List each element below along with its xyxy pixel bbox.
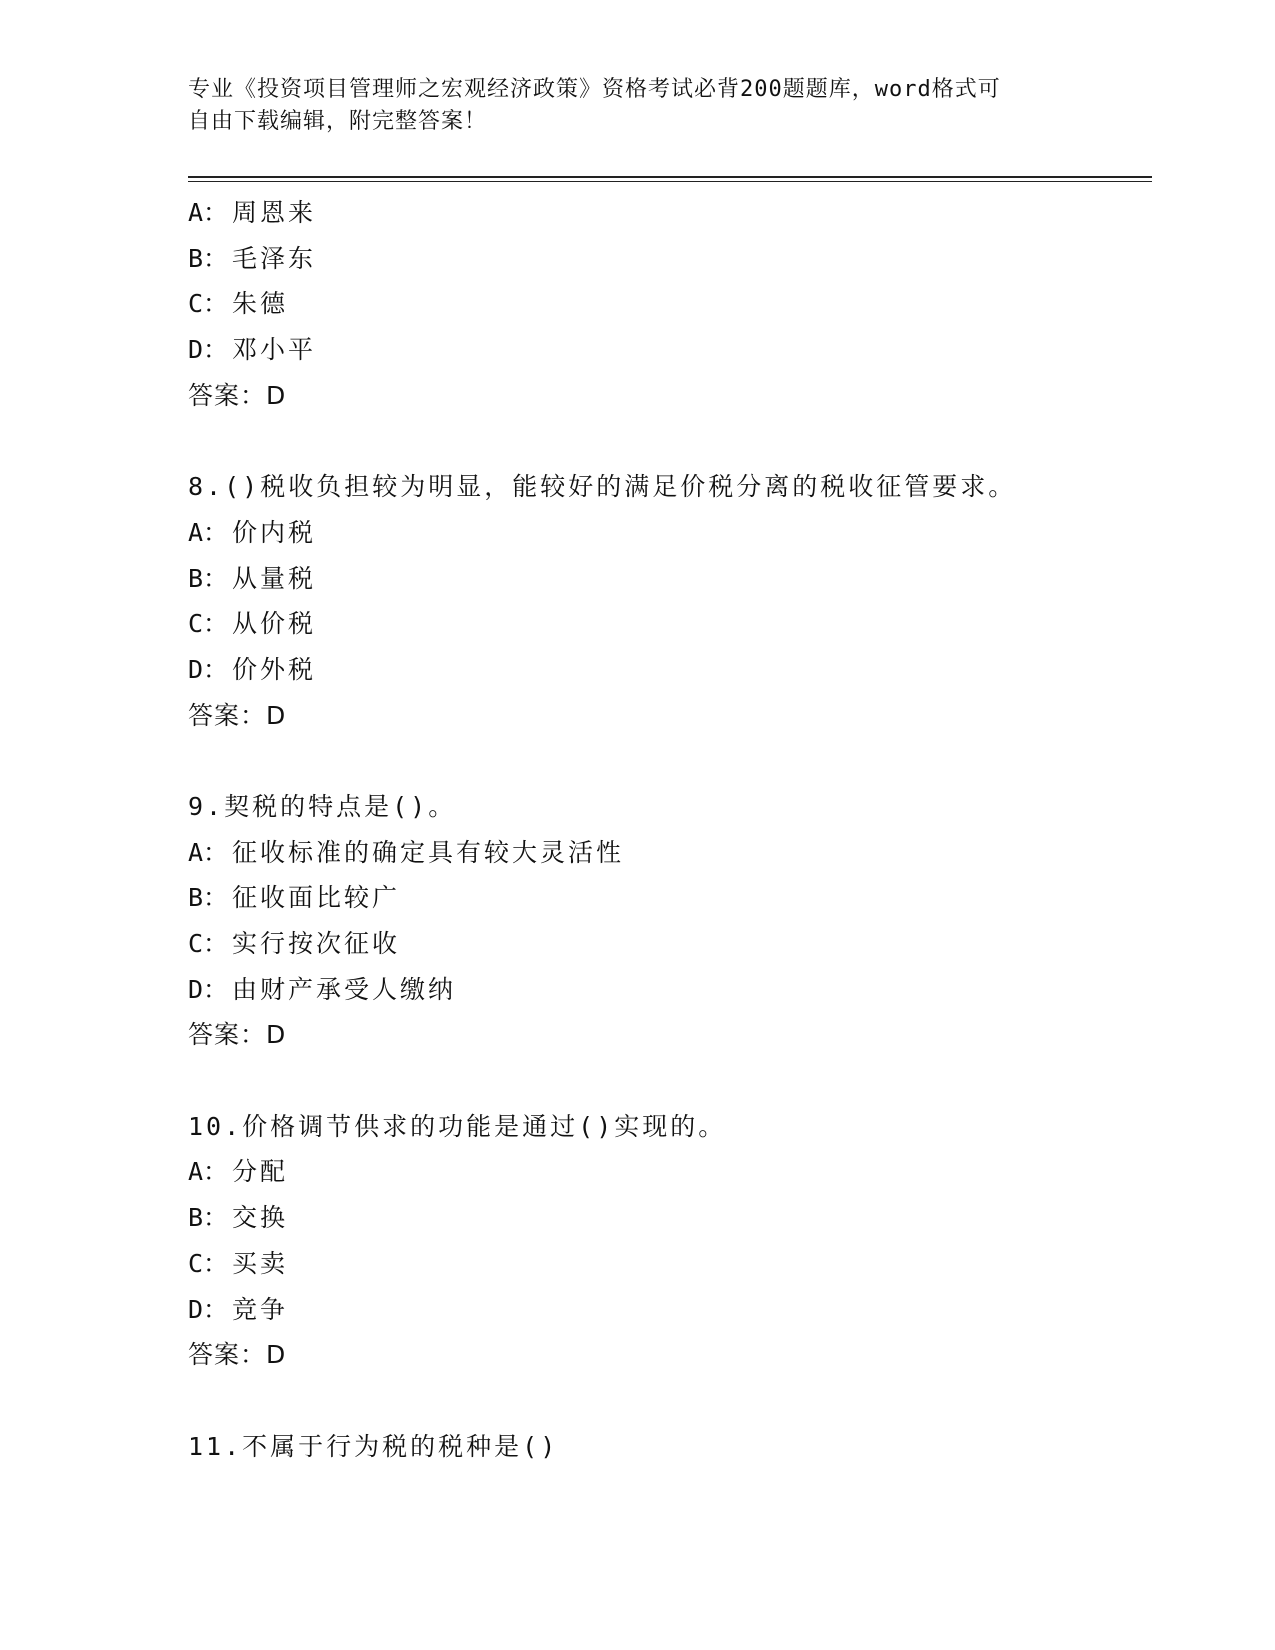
question-11 (188, 1424, 1152, 1470)
option-c: C： 从价税 (188, 609, 317, 639)
answer: 答案：D (188, 380, 287, 410)
option-a: A： 征收标准的确定具有较大灵活性 (188, 837, 625, 867)
question-text: 8.()税收负担较为明显，能较好的满足价税分离的税收征管要求。 (188, 472, 1017, 502)
option-c: C： 实行按次征收 (188, 929, 401, 958)
option-a: A： 价内税 (188, 517, 317, 547)
answer: 答案：D (188, 700, 287, 730)
header-line-1: 专业《投资项目管理师之宏观经济政策》资格考试必背200题题库，word格式可 (188, 77, 1001, 102)
spacer (188, 1378, 1152, 1424)
option-d: D： 价外税 (188, 654, 317, 684)
option-d: D： 竞争 (188, 1294, 289, 1324)
spacer (188, 418, 1152, 464)
option-b: B： 从量税 (188, 563, 317, 593)
question-text: 9.契税的特点是()。 (188, 791, 457, 821)
header-divider-thin (188, 181, 1152, 182)
answer: 答案：D (188, 1340, 287, 1370)
question-10 (188, 1104, 1152, 1378)
question-7 (188, 190, 1152, 418)
question-8 (188, 464, 1152, 738)
question-text: 10.价格调节供求的功能是通过()实现的。 (188, 1111, 727, 1141)
option-c: C： 买卖 (188, 1248, 289, 1278)
spacer (188, 738, 1152, 784)
question-text: 11.不属于行为税的税种是() (188, 1431, 559, 1461)
question-list (188, 190, 1152, 1469)
answer: 答案：D (188, 1020, 287, 1050)
option-b: B： 交换 (188, 1203, 289, 1233)
header-line-2: 自由下载编辑，附完整答案！ (188, 109, 488, 134)
option-a: A： 分配 (188, 1157, 289, 1187)
option-b: B： 毛泽东 (188, 243, 317, 273)
document-header (188, 74, 1088, 138)
option-a: A： 周恩来 (188, 198, 317, 227)
option-b: B： 征收面比较广 (188, 883, 401, 913)
option-d: D： 邓小平 (188, 335, 317, 365)
option-c: C： 朱德 (188, 289, 289, 319)
option-d: D： 由财产承受人缴纳 (188, 974, 457, 1004)
spacer (188, 1058, 1152, 1104)
header-divider-thick (188, 176, 1152, 178)
question-9 (188, 784, 1152, 1058)
